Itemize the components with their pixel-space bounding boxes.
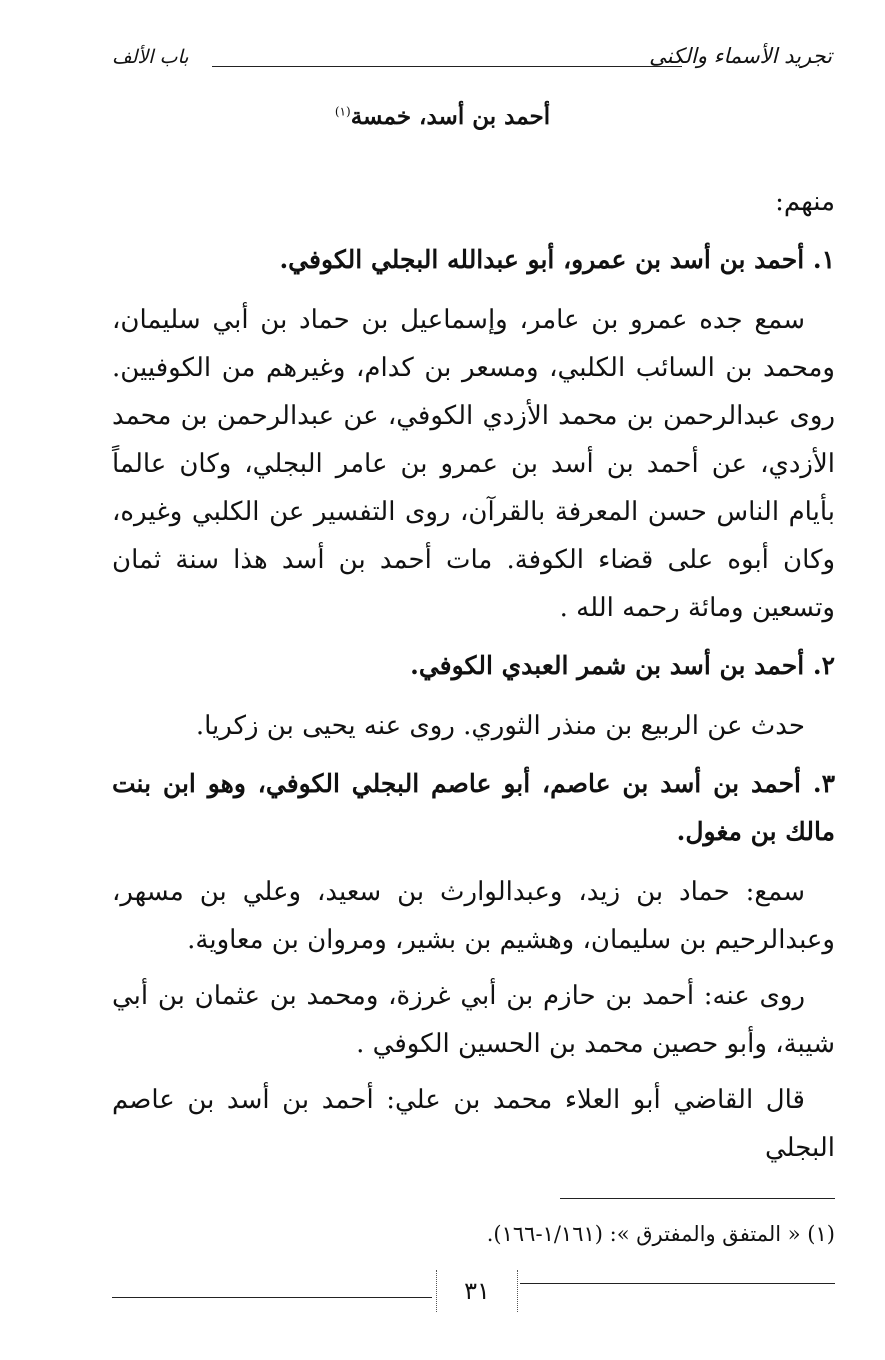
entry-heading: ٢. أحمد بن أسد بن شمر العبدي الكوفي. — [410, 651, 835, 680]
page-number: ٣١ — [436, 1270, 518, 1312]
book-title: تجريد الأسماء والكنى — [649, 44, 832, 68]
entry-heading: ٣. أحمد بن أسد بن عاصم، أبو عاصم البجلي الكوفي، وهو ابن بنت مالك بن مغول. — [112, 769, 835, 846]
entry-paragraph: سمع: حماد بن زيد، وعبدالوارث بن سعيد، وعلي بن مسهر، وعبدالرحيم بن سليمان، وهشيم بن بشير، ومروان بن معاوية. — [112, 877, 835, 955]
chapter-title: باب الألف — [112, 46, 189, 68]
intro-text: منهم: — [775, 187, 835, 217]
entry-paragraph: سمع جده عمرو بن عامر، وإسماعيل بن حماد بن أبي سليمان، ومحمد بن السائب الكلبي، ومسعر بن كدام، وغيرهم من الكوفيين. روى عبدالرحمن بن محمد الأزدي الكوفي، عن عبدالرحمن بن محمد الأزدي، عن أحمد بن أسد بن عمرو بن عامر البجلي، وكان عالماً بأيام الناس حسن المعرفة بالقرآن، روى التفسير عن الكلبي وغيره، وكان أبوه على قضاء الكوفة. مات أحمد بن أسد هذا سنة ثمان وتسعين ومائة رحمه الله . — [112, 305, 835, 623]
entry-heading: ١. أحمد بن أسد بن عمرو، أبو عبدالله البجلي الكوفي. — [279, 245, 835, 274]
main-text — [112, 178, 835, 1180]
footnote-marker: (١) — [334, 104, 351, 119]
header-rule — [212, 66, 682, 67]
footer-rule-left — [112, 1297, 432, 1298]
footnote: (١) « المتفق والمفترق »: (١/١٦١-١٦٦). — [486, 1222, 835, 1246]
running-header — [112, 38, 832, 78]
entry-paragraph: حدث عن الربيع بن منذر الثوري. روى عنه يحيى بن زكريا. — [195, 711, 805, 741]
section-title-text: أحمد بن أسد، خمسة — [350, 103, 551, 130]
footnote-rule — [560, 1198, 835, 1199]
entry-paragraph: قال القاضي أبو العلاء محمد بن علي: أحمد بن أسد بن عاصم البجلي — [112, 1085, 835, 1163]
footer-rule-right — [520, 1283, 835, 1284]
section-title — [0, 103, 885, 130]
entry-paragraph: روى عنه: أحمد بن حازم بن أبي غرزة، ومحمد بن عثمان بن أبي شيبة، وأبو حصين محمد بن الحسين الكوفي . — [112, 981, 835, 1059]
